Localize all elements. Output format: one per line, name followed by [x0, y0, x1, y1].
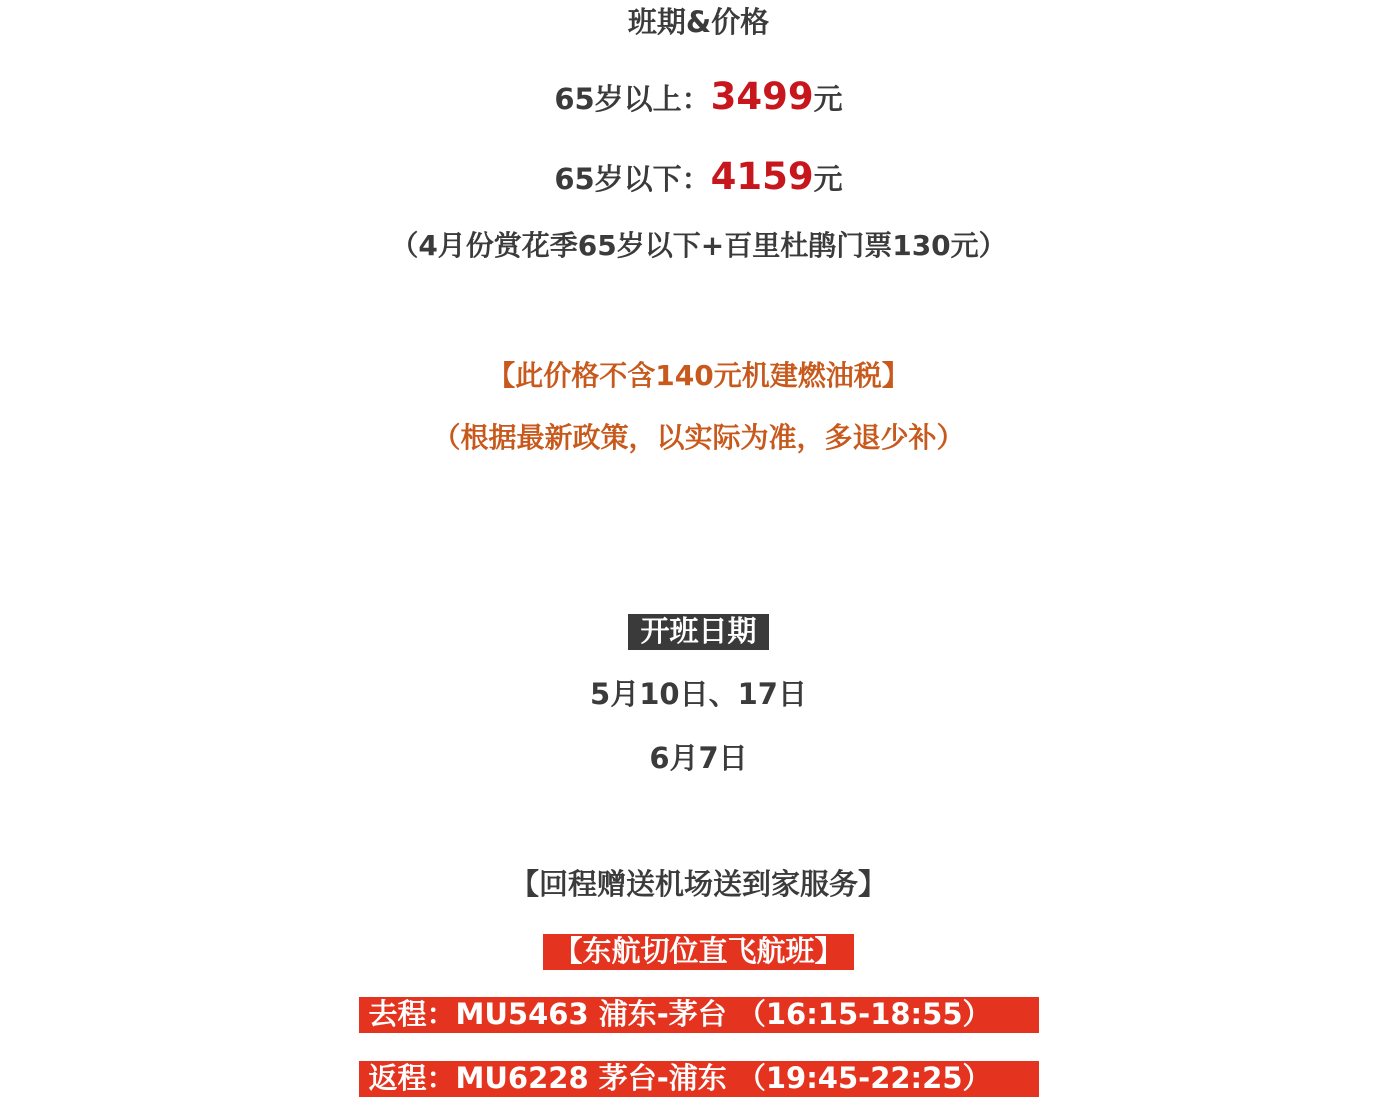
- policy-note-text: （根据最新政策，以实际为准，多退少补）: [432, 421, 965, 454]
- price-row-over-65: [0, 75, 1397, 118]
- service-note-text: 【回程赠送机场送到家服务】: [509, 867, 887, 901]
- airline-note: [0, 934, 1397, 970]
- price-unit: 元: [813, 162, 843, 196]
- price-amount: 4159: [710, 155, 814, 198]
- policy-note: [0, 421, 1397, 454]
- season-note: [0, 229, 1397, 262]
- flight-return: [0, 1061, 1397, 1097]
- flight-return-text: 返程：MU6228 茅台-浦东 （19:45-22:25）: [359, 1061, 1039, 1097]
- price-label: 65岁以上：: [554, 82, 711, 116]
- season-note-text: （4月份赏花季65岁以下+百里杜鹃门票130元）: [390, 229, 1007, 262]
- tax-note-text: 【此价格不含140元机建燃油税】: [487, 359, 910, 392]
- service-note: [0, 867, 1397, 901]
- tax-note: [0, 359, 1397, 392]
- airline-note-badge: 【东航切位直飞航班】: [543, 934, 853, 970]
- section-title: [0, 5, 1397, 39]
- flight-outbound: [0, 997, 1397, 1033]
- schedule-date: [0, 741, 1397, 775]
- schedule-heading-badge: 开班日期: [628, 614, 768, 650]
- price-label: 65岁以下：: [554, 162, 711, 196]
- flight-outbound-text: 去程：MU5463 浦东-茅台 （16:15-18:55）: [359, 997, 1039, 1033]
- price-amount: 3499: [710, 75, 814, 118]
- schedule-date-text: 5月10日、17日: [590, 677, 807, 711]
- price-row-under-65: [0, 155, 1397, 198]
- schedule-heading: [0, 614, 1397, 650]
- schedule-date-text: 6月7日: [649, 741, 748, 775]
- schedule-date: [0, 677, 1397, 711]
- section-title-text: 班期&价格: [627, 5, 770, 39]
- price-unit: 元: [813, 82, 843, 116]
